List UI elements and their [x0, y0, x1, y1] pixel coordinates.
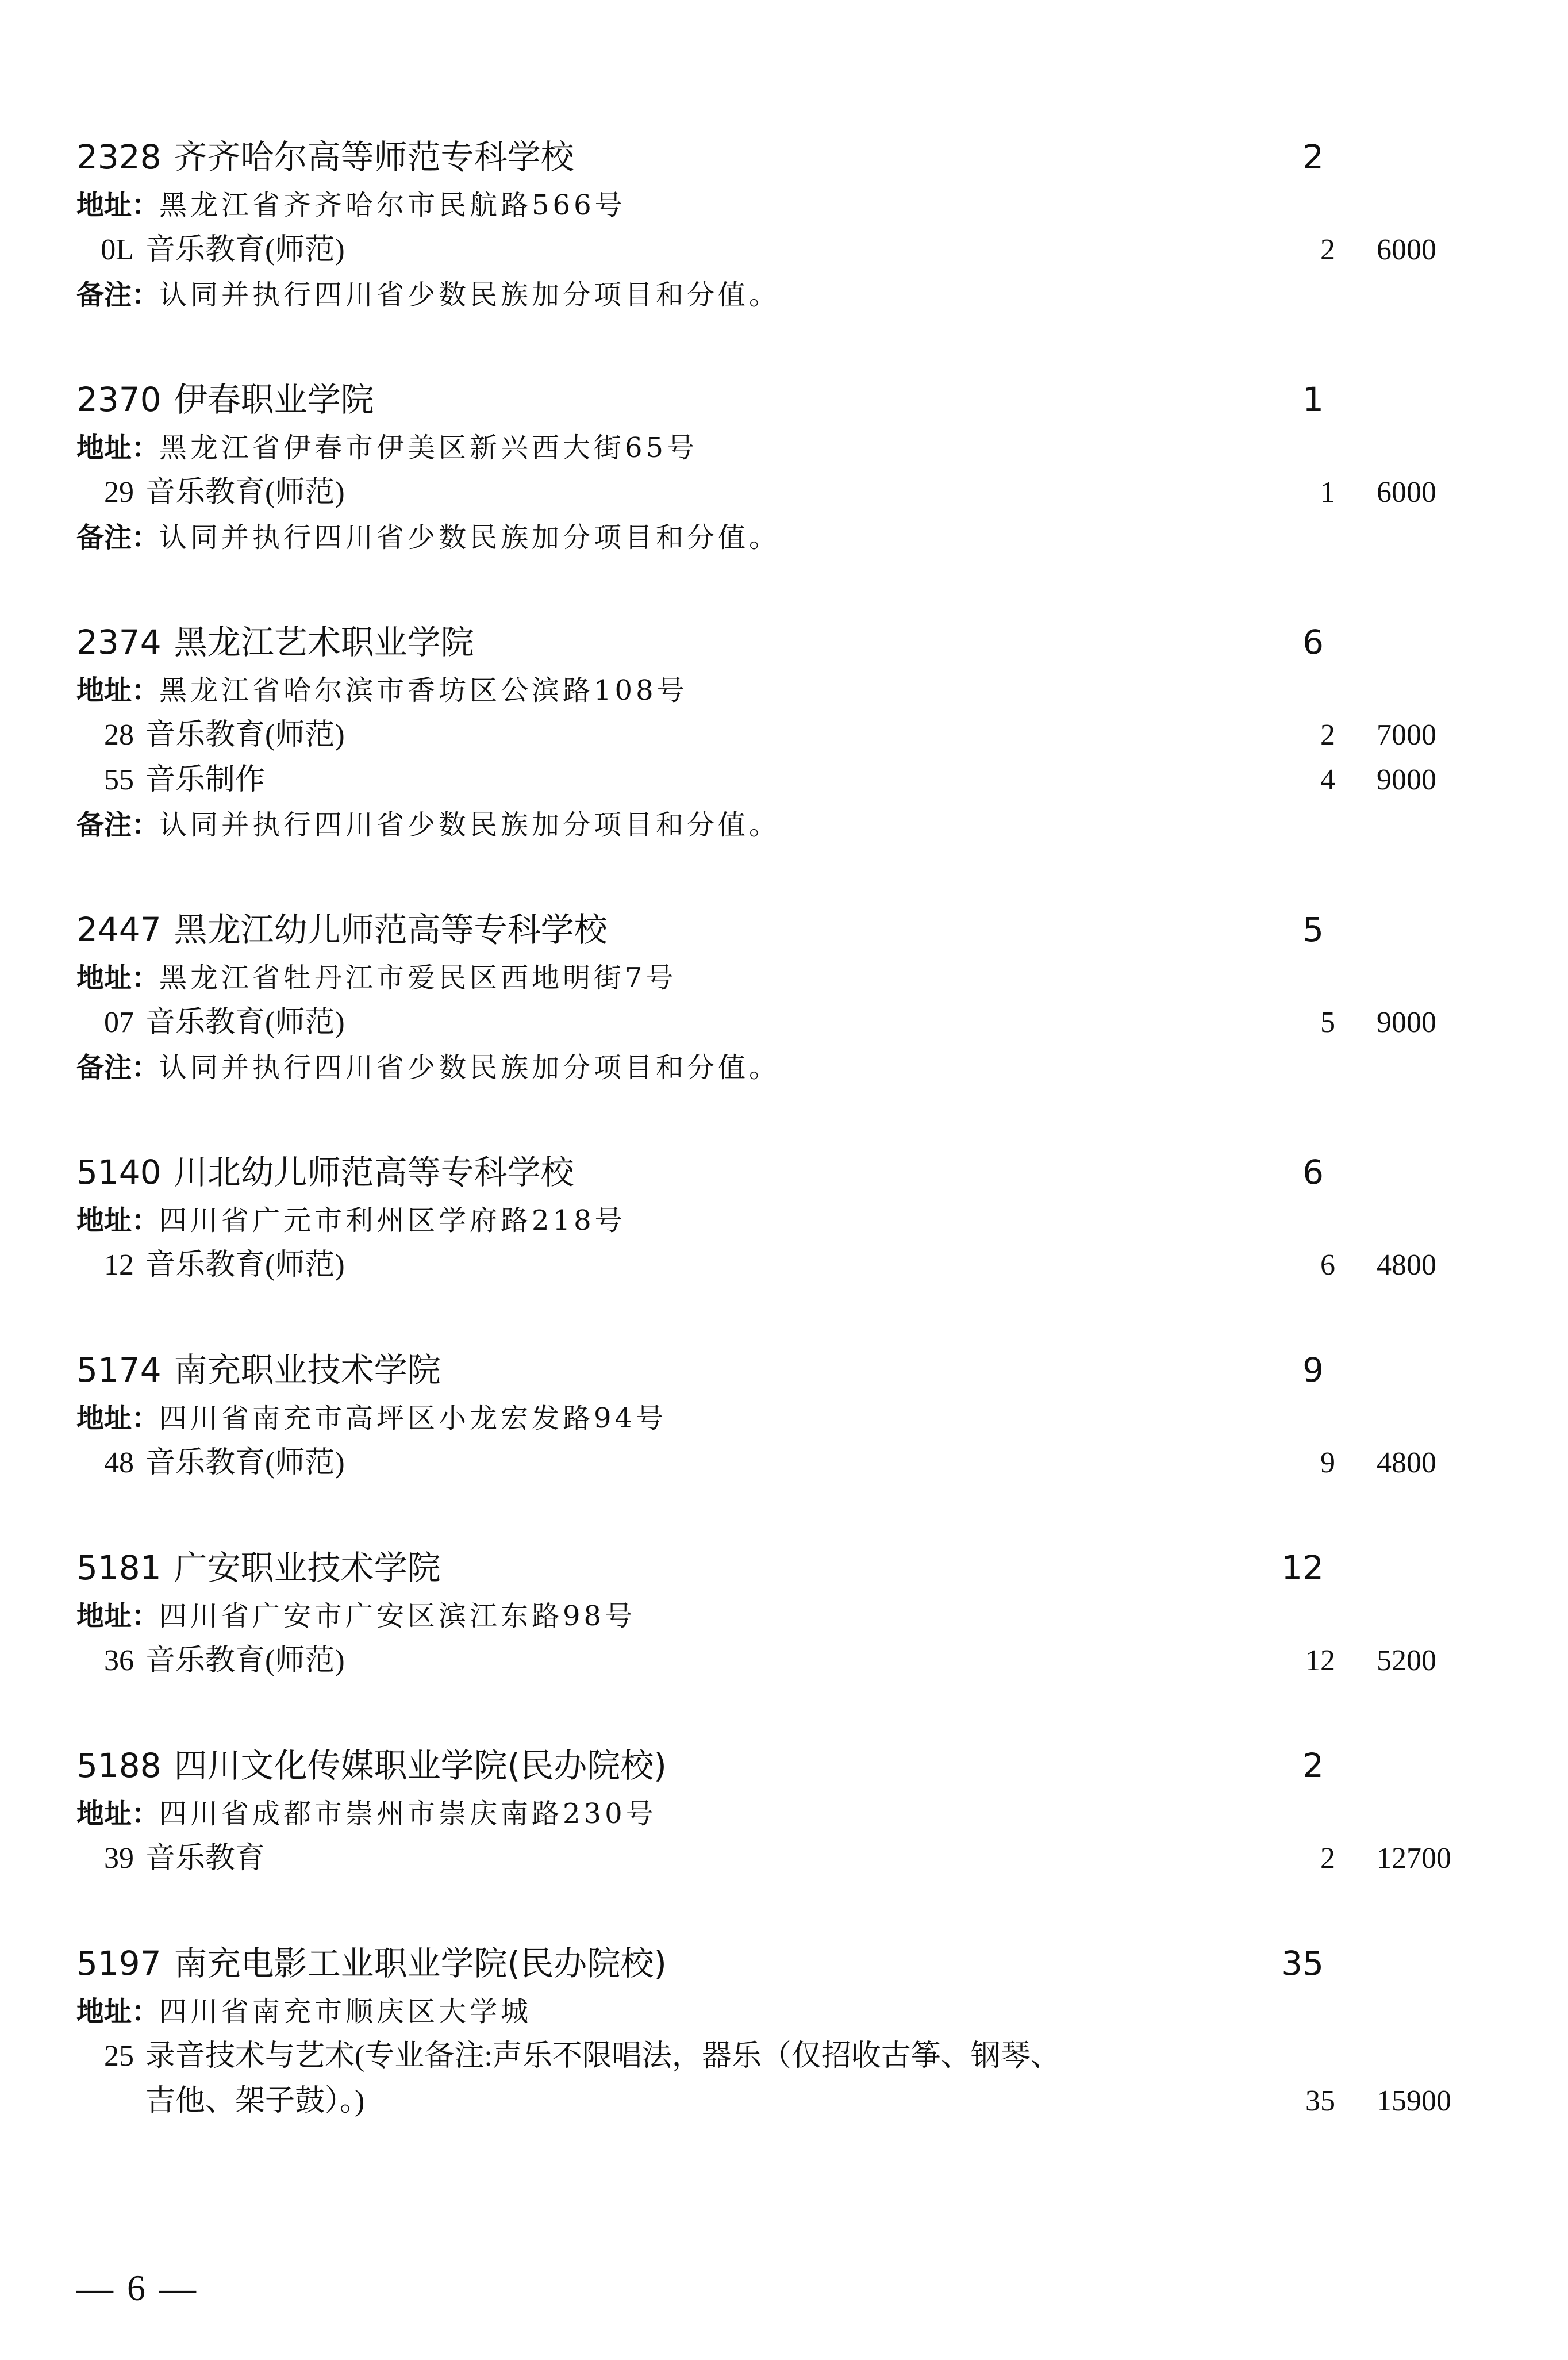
major-row [76, 1441, 1436, 1486]
note-label: 备注： [76, 521, 160, 554]
major-quota: 6 [1320, 1249, 1335, 1281]
address-label: 地址： [76, 1204, 160, 1237]
school-code: 2328 [76, 137, 162, 176]
major-quota: 12 [1305, 1644, 1335, 1677]
school-entry [76, 374, 1436, 616]
school-title-row [76, 1740, 1398, 1791]
major-tuition: 4800 [1377, 1446, 1436, 1479]
school-entry [76, 616, 1436, 904]
major-row [76, 2034, 1451, 2124]
school-name: 四川文化传媒职业学院(民办院校) [174, 1746, 667, 1785]
school-code: 2374 [76, 623, 162, 662]
school-note [76, 273, 1398, 317]
note-label: 备注： [76, 1052, 160, 1084]
school-address [76, 1594, 1398, 1638]
note-text: 认同并执行四川省少数民族加分项目和分值。 [159, 279, 781, 311]
school-name: 南充电影工业职业学院(民办院校) [174, 1944, 667, 1983]
school-name: 黑龙江艺术职业学院 [174, 623, 474, 662]
major-row [76, 758, 1436, 803]
major-quota: 9 [1320, 1446, 1335, 1479]
school-title-row [76, 374, 1398, 425]
major-name: 音乐教育(师范) [145, 1644, 345, 1677]
major-name-line: 吉他、架子鼓）。) [145, 2085, 365, 2117]
school-name: 广安职业技术学院 [174, 1548, 441, 1587]
school-code: 2370 [76, 380, 162, 419]
school-entry [76, 1344, 1436, 1542]
address-label: 地址： [76, 432, 160, 464]
school-name: 黑龙江幼儿师范高等专科学校 [174, 910, 608, 949]
school-note [76, 1045, 1398, 1090]
major-code: 12 [104, 1249, 134, 1281]
school-total-quota: 6 [1302, 1153, 1324, 1192]
major-code: 25 [104, 2040, 134, 2073]
major-row [76, 470, 1436, 515]
note-label: 备注： [76, 809, 160, 841]
school-address [76, 1791, 1398, 1836]
address-label: 地址： [76, 1402, 160, 1434]
note-text: 认同并执行四川省少数民族加分项目和分值。 [159, 521, 781, 554]
school-title-row [76, 131, 1398, 183]
school-address [76, 668, 1398, 713]
school-entry [76, 904, 1436, 1146]
school-list [76, 131, 1451, 2127]
school-title-row [76, 1344, 1398, 1396]
address-label: 地址： [76, 962, 160, 994]
school-note [76, 803, 1398, 847]
school-entry [76, 1146, 1436, 1344]
school-note [76, 515, 1398, 560]
school-entry [76, 131, 1436, 374]
address-label: 地址： [76, 1798, 160, 1830]
school-total-quota: 5 [1302, 910, 1324, 949]
address-text: 四川省成都市崇州市崇庆南路230号 [159, 1798, 657, 1830]
address-text: 黑龙江省齐齐哈尔市民航路566号 [159, 189, 626, 221]
major-code: 29 [104, 476, 134, 509]
school-code: 5174 [76, 1350, 162, 1390]
address-text: 四川省广元市利州区学府路218号 [159, 1204, 626, 1237]
school-title-row [76, 1542, 1398, 1594]
address-text: 黑龙江省牡丹江市爱民区西地明街7号 [159, 962, 677, 994]
school-total-quota: 35 [1281, 1944, 1324, 1983]
address-text: 四川省广安市广安区滨江东路98号 [159, 1600, 636, 1632]
school-name: 南充职业技术学院 [174, 1350, 441, 1390]
address-label: 地址： [76, 189, 160, 221]
school-name: 齐齐哈尔高等师范专科学校 [174, 137, 574, 176]
major-name: 音乐教育 [145, 1842, 266, 1875]
major-tuition: 5200 [1377, 1644, 1436, 1677]
page-number: — 6 — [76, 2267, 198, 2308]
school-entry [76, 1740, 1451, 1937]
note-label: 备注： [76, 279, 160, 311]
school-title-row [76, 1146, 1398, 1198]
major-code: 39 [104, 1842, 134, 1875]
major-row [76, 228, 1436, 273]
school-name: 川北幼儿师范高等专科学校 [174, 1153, 574, 1192]
school-code: 2447 [76, 910, 162, 949]
major-name: 音乐教育(师范) [145, 719, 345, 751]
major-code: 28 [104, 719, 134, 751]
major-name: 音乐教育(师范) [145, 1249, 345, 1281]
major-tuition: 12700 [1377, 1842, 1451, 1875]
major-code: 48 [104, 1446, 134, 1479]
school-total-quota: 6 [1302, 623, 1324, 662]
major-quota: 35 [1305, 2085, 1335, 2117]
school-name: 伊春职业学院 [174, 380, 374, 419]
major-tuition: 9000 [1377, 763, 1436, 796]
major-tuition: 6000 [1377, 476, 1436, 509]
major-quota: 2 [1320, 1842, 1335, 1875]
major-tuition: 9000 [1377, 1006, 1436, 1039]
major-quota: 2 [1320, 719, 1335, 751]
major-tuition: 6000 [1377, 233, 1436, 266]
school-code: 5197 [76, 1944, 162, 1983]
major-quota: 2 [1320, 233, 1335, 266]
school-total-quota: 1 [1302, 380, 1324, 419]
school-address [76, 955, 1398, 1000]
school-total-quota: 9 [1302, 1350, 1324, 1390]
school-entry [76, 1542, 1436, 1740]
major-code: 0L [101, 233, 134, 266]
address-text: 黑龙江省伊春市伊美区新兴西大街65号 [159, 432, 698, 464]
major-name: 音乐教育(师范) [145, 1446, 345, 1479]
address-text: 四川省南充市高坪区小龙宏发路94号 [159, 1402, 667, 1434]
school-title-row [76, 616, 1398, 668]
major-name: 音乐教育(师范) [145, 233, 345, 266]
major-row [76, 1000, 1436, 1045]
school-address [76, 183, 1398, 228]
major-code: 07 [104, 1006, 134, 1039]
address-label: 地址： [76, 1996, 160, 2028]
school-total-quota: 2 [1302, 137, 1324, 176]
major-name: 音乐教育(师范) [145, 1006, 345, 1039]
major-quota: 1 [1320, 476, 1335, 509]
school-entry [76, 1937, 1451, 2127]
major-code: 36 [104, 1644, 134, 1677]
address-label: 地址： [76, 674, 160, 707]
school-address [76, 1396, 1398, 1441]
note-text: 认同并执行四川省少数民族加分项目和分值。 [159, 809, 781, 841]
school-address [76, 1989, 1398, 2034]
major-row [76, 1836, 1451, 1881]
school-title-row [76, 904, 1398, 955]
major-name-line: 录音技术与艺术(专业备注:声乐不限唱法，器乐（仅招收古筝、钢琴、 [145, 2040, 1060, 2073]
school-code: 5188 [76, 1746, 162, 1785]
address-text: 黑龙江省哈尔滨市香坊区公滨路108号 [159, 674, 688, 707]
major-code: 55 [104, 763, 134, 796]
note-text: 认同并执行四川省少数民族加分项目和分值。 [159, 1052, 781, 1084]
major-name: 音乐制作 [145, 763, 266, 796]
address-label: 地址： [76, 1600, 160, 1632]
major-tuition: 4800 [1377, 1249, 1436, 1281]
major-quota: 4 [1320, 763, 1335, 796]
school-title-row [76, 1937, 1398, 1989]
address-text: 四川省南充市顺庆区大学城 [159, 1996, 532, 2028]
major-row [76, 1243, 1436, 1288]
school-code: 5181 [76, 1548, 162, 1587]
school-code: 5140 [76, 1153, 162, 1192]
major-tuition: 7000 [1377, 719, 1436, 751]
major-name: 音乐教育(师范) [145, 476, 345, 509]
major-row [76, 1638, 1436, 1683]
major-name [145, 2034, 1238, 2124]
school-address [76, 1198, 1398, 1243]
school-total-quota: 12 [1281, 1548, 1324, 1587]
major-quota: 5 [1320, 1006, 1335, 1039]
school-total-quota: 2 [1302, 1746, 1324, 1785]
major-tuition: 15900 [1377, 2085, 1451, 2117]
major-row [76, 713, 1436, 758]
school-address [76, 425, 1398, 470]
